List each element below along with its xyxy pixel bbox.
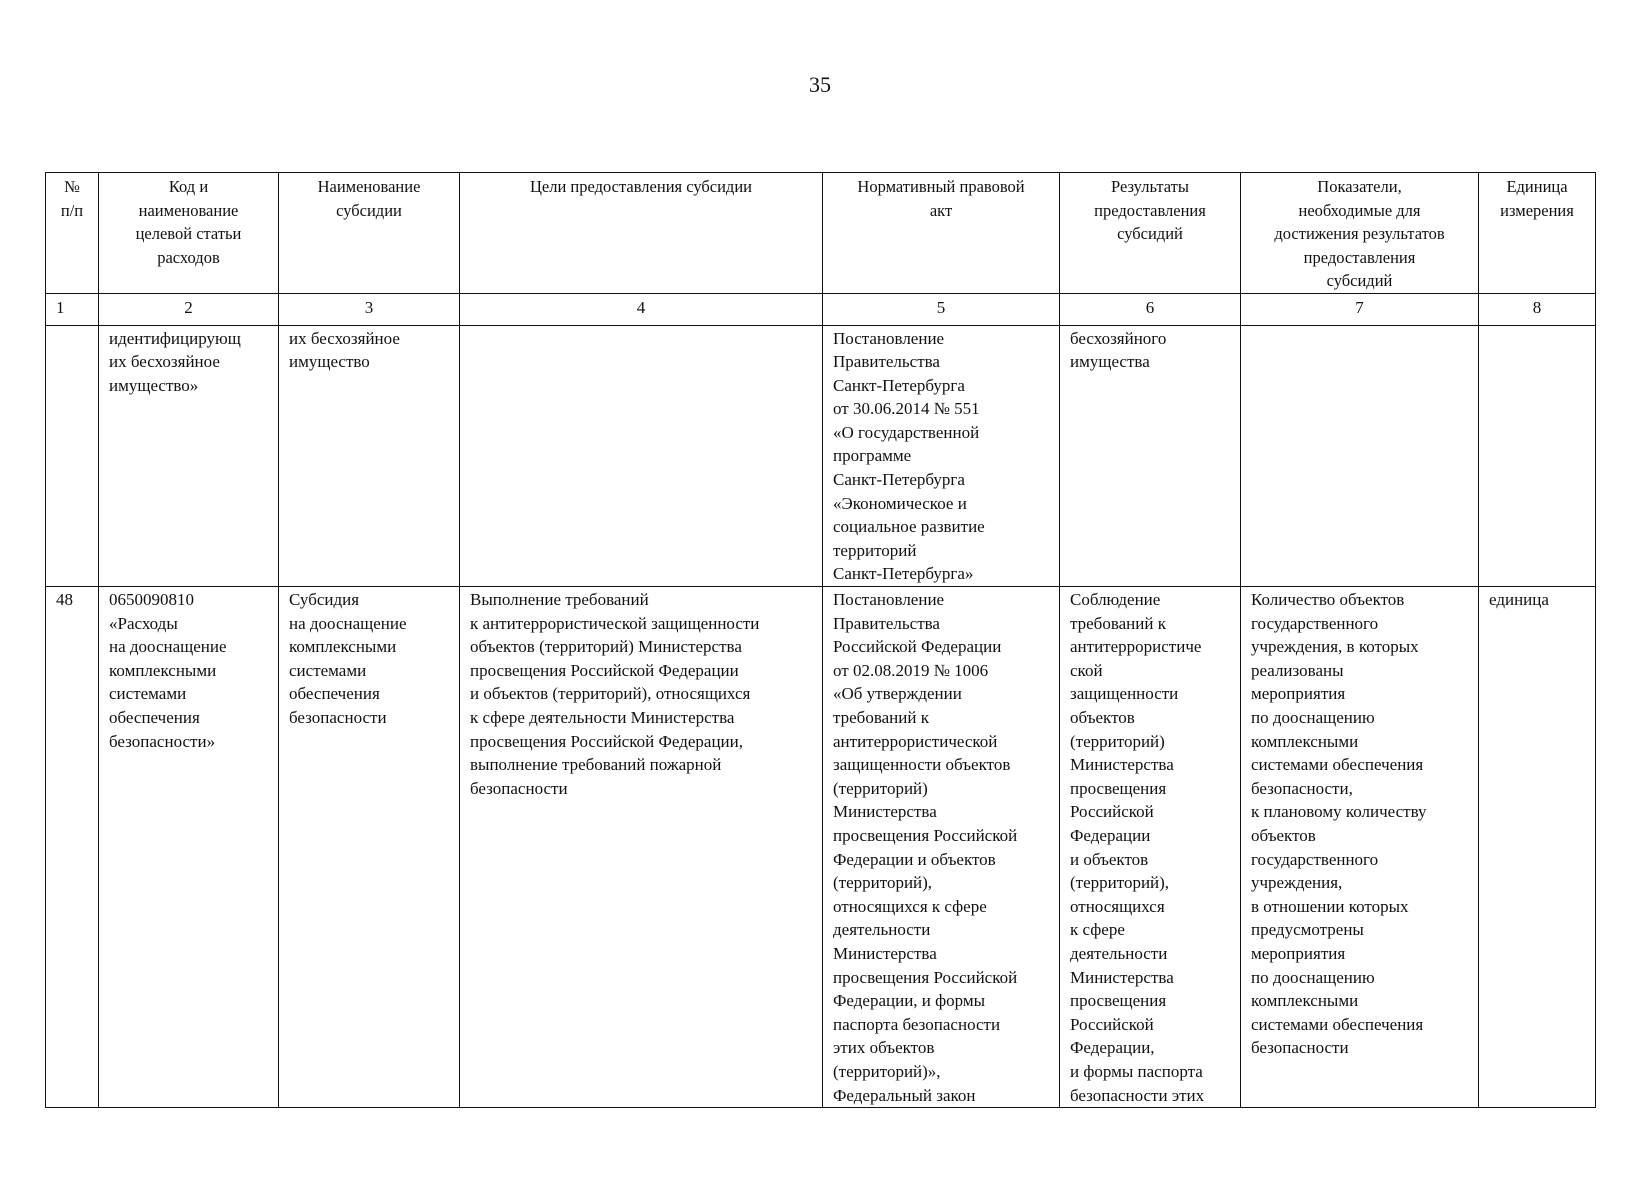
subsidy-table <box>45 172 1596 1108</box>
column-index: 8 <box>1479 293 1596 325</box>
table-cell: Выполнение требований к антитеррористической защищенности объектов (территорий) Министерства просвещения Российской Федерации и объектов (территорий), относящихся к сфере деятельности Министерства просвещения Российской Федерации, выполнение требований пожарной безопасности <box>460 587 823 1108</box>
table-cell: Субсидия на дооснащение комплексными системами обеспечения безопасности <box>279 587 460 1108</box>
page-number: 35 <box>809 72 831 97</box>
column-header: Единица измерения <box>1479 173 1596 294</box>
table-row <box>46 325 1596 587</box>
column-header: Нормативный правовой акт <box>823 173 1060 294</box>
table-cell: 48 <box>46 587 99 1108</box>
column-header: Результаты предоставления субсидий <box>1060 173 1241 294</box>
table-row <box>46 587 1596 1108</box>
column-index: 1 <box>46 293 99 325</box>
column-index: 4 <box>460 293 823 325</box>
column-index-row <box>46 293 1596 325</box>
table-cell: Количество объектов государственного учреждения, в которых реализованы мероприятия по дооснащению комплексными системами обеспечения безопасности, к плановому количеству объектов государственного учреждения, в отношении которых предусмотрены мероприятия по дооснащению комплексными системами обеспечения безопасности <box>1241 587 1479 1108</box>
table-cell: бесхозяйного имущества <box>1060 325 1241 587</box>
table-cell: единица <box>1479 587 1596 1108</box>
table-cell <box>1241 325 1479 587</box>
table-cell: 0650090810 «Расходы на дооснащение комплексными системами обеспечения безопасности» <box>99 587 279 1108</box>
column-index: 2 <box>99 293 279 325</box>
column-header: Код и наименование целевой статьи расходов <box>99 173 279 294</box>
column-index: 7 <box>1241 293 1479 325</box>
table-header-row <box>46 173 1596 294</box>
table-cell <box>460 325 823 587</box>
column-index: 5 <box>823 293 1060 325</box>
column-header: Наименование субсидии <box>279 173 460 294</box>
table-cell: Соблюдение требований к антитеррористиче ской защищенности объектов (территорий) Министерства просвещения Российской Федерации и объектов (территорий), относящихся к сфере деятельности Министерства просвещения Российской Федерации, и формы паспорта безопасности этих <box>1060 587 1241 1108</box>
table-cell <box>1479 325 1596 587</box>
table-cell <box>46 325 99 587</box>
table-cell: идентифицирующ их бесхозяйное имущество» <box>99 325 279 587</box>
column-header: Показатели, необходимые для достижения результатов предоставления субсидий <box>1241 173 1479 294</box>
table-cell: Постановление Правительства Санкт-Петербурга от 30.06.2014 № 551 «О государственной программе Санкт-Петербурга «Экономическое и социальное развитие территорий Санкт-Петербурга» <box>823 325 1060 587</box>
table-cell: их бесхозяйное имущество <box>279 325 460 587</box>
column-index: 3 <box>279 293 460 325</box>
column-index: 6 <box>1060 293 1241 325</box>
column-header: № п/п <box>46 173 99 294</box>
column-header: Цели предоставления субсидии <box>460 173 823 294</box>
table-cell: Постановление Правительства Российской Федерации от 02.08.2019 № 1006 «Об утверждении требований к антитеррористической защищенности объектов (территорий) Министерства просвещения Российской Федерации и объектов (территорий), относящихся к сфере деятельности Министерства просвещения Российской Федерации, и формы паспорта безопасности этих объектов (территорий)», Федеральный закон <box>823 587 1060 1108</box>
